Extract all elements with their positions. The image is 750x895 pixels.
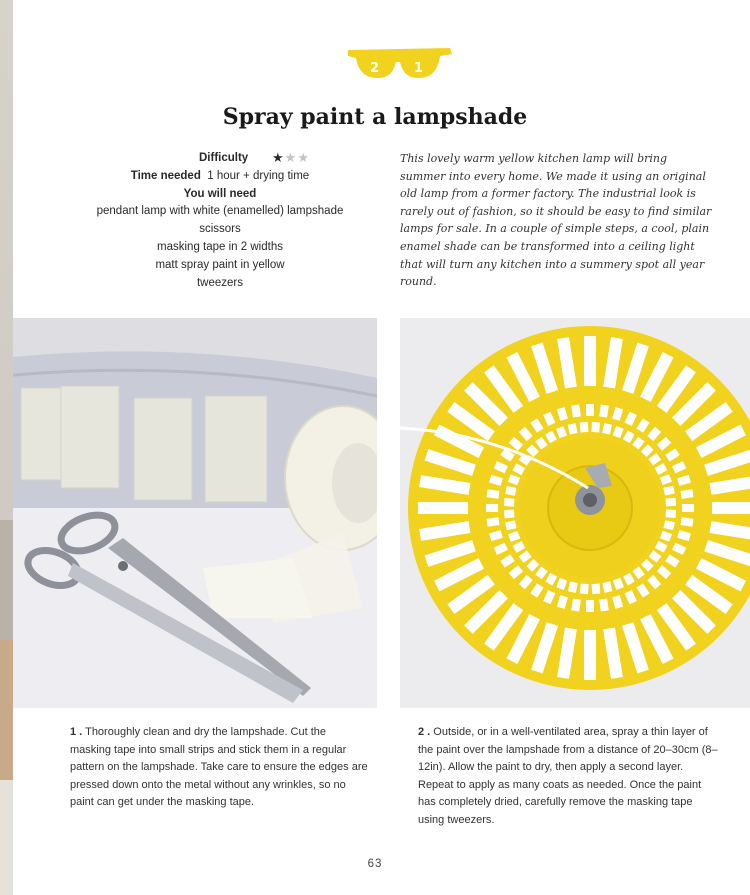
needs-heading-row — [60, 186, 380, 204]
needs-item: matt spray paint in yellow — [155, 258, 285, 271]
needs-item: pendant lamp with white (enamelled) lampshade — [96, 205, 344, 218]
photo-masking-tape-and-scissors — [13, 318, 377, 708]
step-1 — [70, 724, 370, 812]
step-1-number: 1 . — [70, 726, 83, 738]
needs-label: You will need — [183, 187, 257, 200]
sunglasses-icon — [344, 40, 454, 90]
star-empty-icon: ★ — [284, 150, 298, 165]
time-value: 1 hour + drying time — [207, 169, 310, 182]
adjacent-page-edge — [0, 0, 13, 895]
page-number: 63 — [367, 858, 383, 870]
time-row — [60, 168, 380, 186]
badge-number-1: 1 — [414, 61, 424, 76]
photo-finished-yellow-lampshade — [400, 318, 750, 708]
page-title: Spray paint a lampshade — [222, 104, 528, 130]
needs-item: scissors — [199, 223, 241, 236]
step-2-number: 2 . — [418, 726, 431, 738]
star-filled-icon: ★ — [272, 150, 285, 165]
project-info — [60, 150, 380, 292]
time-label: Time needed — [130, 169, 201, 182]
intro-text — [400, 150, 715, 291]
difficulty-label: Difficulty — [199, 152, 249, 164]
needs-item: masking tape in 2 widths — [157, 240, 283, 253]
difficulty-row — [60, 150, 380, 168]
step-2 — [418, 724, 718, 830]
step-1-text: Thoroughly clean and dry the lampshade. Cut the masking tape into small strips and stick them in a regular pattern on the lampshade. Take care to ensure the edges are pressed down onto the metal without any wrinkles, so no paint can get under the masking tape. — [70, 726, 368, 809]
difficulty-stars — [272, 149, 310, 167]
step-2-text: Outside, or in a well-ventilated area, spray a thin layer of the paint over the lampshade from a distance of 20–30cm (8–12in). Allow the paint to dry, then apply a second layer. Repeat to apply as many coats as needed. Once the paint has completely dried, carefully remove the masking tape using tweezers. — [418, 726, 718, 826]
star-empty-icon: ★ — [297, 150, 310, 165]
intro-paragraph: This lovely warm yellow kitchen lamp will bring summer into every home. We made it using an original old lamp from a former factory. The industrial look is rarely out of fashion, so it should be easy to find similar lamps for sale. In a couple of simple steps, a cool, plain enamel shade can be transformed into a ceiling light that will turn any kitchen into a summery spot all year round. — [400, 152, 712, 289]
needs-item: tweezers — [196, 276, 244, 289]
badge-number-2: 2 — [370, 61, 380, 76]
